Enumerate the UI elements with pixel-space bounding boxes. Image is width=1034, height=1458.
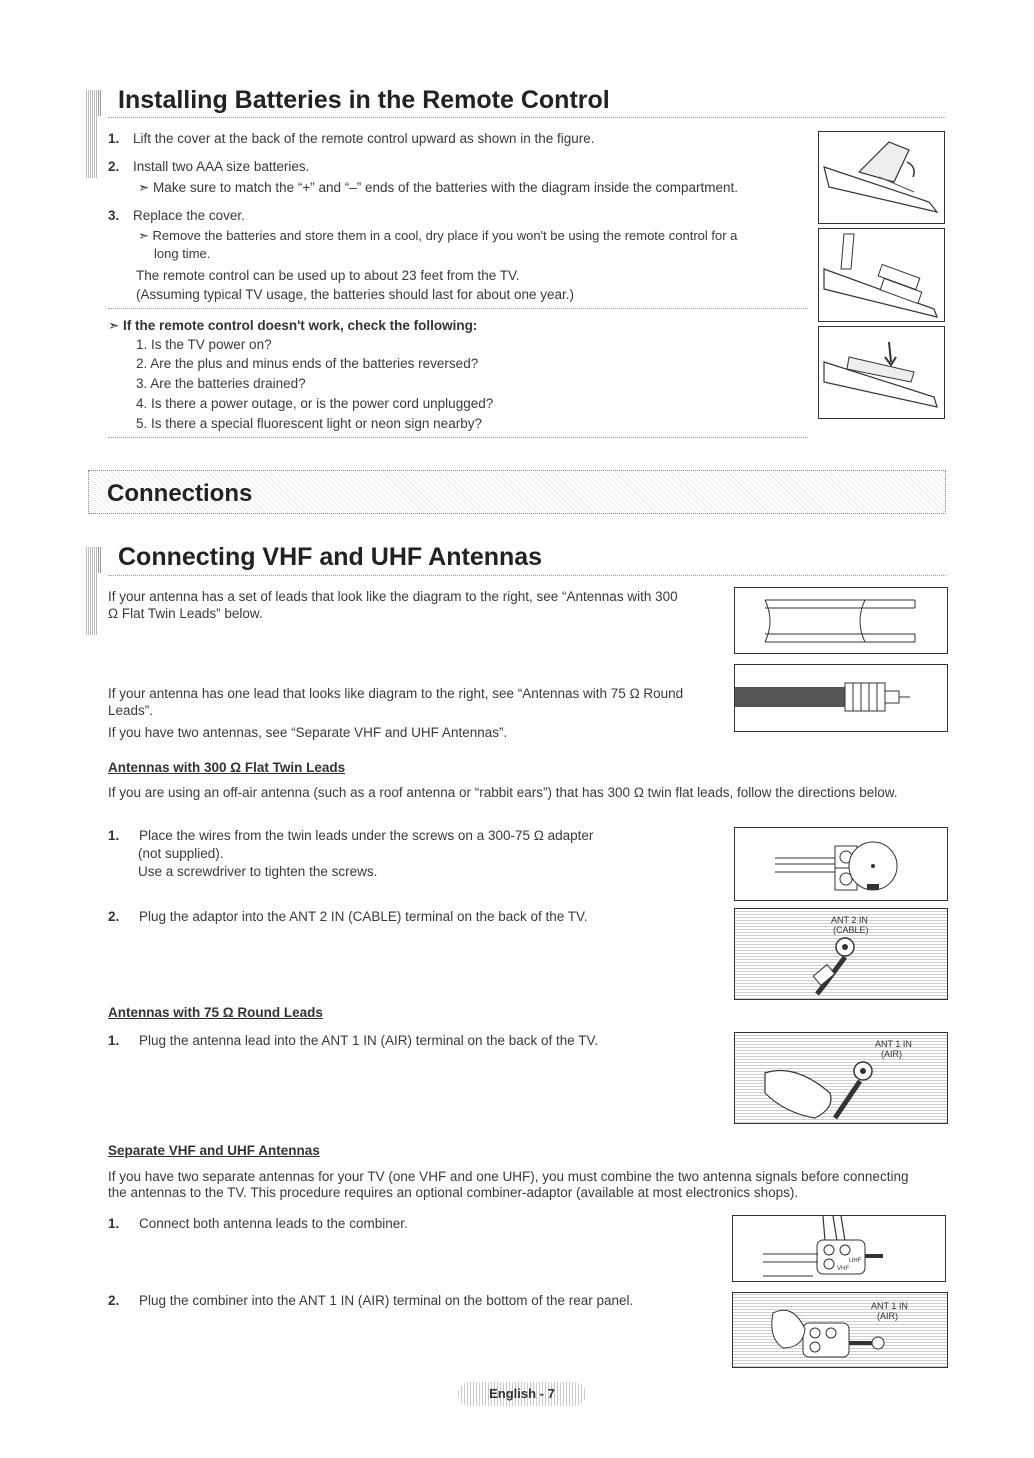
s300-step-1 [108,828,593,844]
ant1-label: ANT 1 IN [871,1301,908,1311]
battery-section-title: Installing Batteries in the Remote Control [118,86,610,114]
s300-desc: If you are using an off-air antenna (such as a roof antenna or “rabbit ears”) that has 300 Ω twin flat leads, follow the directions below. [108,785,898,800]
battery-store-note-2: long time. [154,246,211,261]
s300-step-2 [108,909,588,925]
s300-step-1c: Use a screwdriver to tighten the screws. [138,864,378,879]
ant2-sub-label: (CABLE) [833,925,869,935]
round-lead-figure [734,664,948,732]
step-number: 3. [108,208,120,223]
remote-battery-illustration [819,229,944,321]
section-bar [86,547,97,635]
section-bar-accent [98,547,102,573]
ant1-figure [734,1032,948,1124]
check-item: 3. Are the batteries drained? [136,376,306,391]
connections-title: Connections [107,480,253,507]
remote-cover-illustration [819,132,944,223]
battery-store-note-1: ➣ Remove the batteries and store them in a cool, dry place if you won't be using the remote control for a [138,228,738,243]
battery-step-3 [108,208,245,224]
sep-step-1 [108,1216,408,1232]
s300-title: Antennas with 300 Ω Flat Twin Leads [108,760,346,775]
ant1-sub-label: (AIR) [877,1311,898,1321]
remote-figure-close-cover [818,326,945,419]
battery-range: The remote control can be used up to about 23 feet from the TV. [136,268,520,283]
step-text: Plug the adaptor into the ANT 2 IN (CABLE) terminal on the back of the TV. [139,909,588,924]
antenna-intro-3: If you have two antennas, see “Separate VHF and UHF Antennas”. [108,725,508,740]
step-number: 2. [108,1293,120,1308]
s75-step-1 [108,1033,598,1049]
twin-lead-figure [734,587,948,654]
antenna-section-title: Connecting VHF and UHF Antennas [118,543,543,571]
round-lead-illustration [735,665,947,731]
connections-banner [88,470,946,514]
combiner-ant1-figure [732,1292,948,1368]
antenna-intro-2a: If your antenna has one lead that looks like diagram to the right, see “Antennas with 75 Ω Round [108,686,684,701]
s300-step-1b: (not supplied). [138,846,224,861]
combiner-figure [732,1215,946,1282]
antenna-intro-1a: If your antenna has a set of leads that look like the diagram to the right, see “Antennas with 300 [108,589,678,604]
step-number: 1. [108,1033,120,1048]
battery-step-2 [108,159,309,175]
twin-lead-illustration [735,588,947,653]
check-item: 1. Is the TV power on? [136,337,272,352]
battery-step-1 [108,131,595,147]
page-number-badge: English - 7 [458,1382,586,1406]
step-text: Plug the combiner into the ANT 1 IN (AIR) terminal on the bottom of the rear panel. [139,1293,634,1308]
step-number: 1. [108,1216,120,1231]
step-text: Lift the cover at the back of the remote control upward as shown in the figure. [133,131,595,146]
divider [108,437,808,438]
uhf-label: UHF [849,1258,862,1264]
step-text: Replace the cover. [133,208,245,223]
remote-close-illustration [819,327,944,418]
adapter-illustration [735,828,947,900]
remote-figure-batteries [818,228,945,322]
step-text: Install two AAA size batteries. [133,159,310,174]
step-text: Plug the antenna lead into the ANT 1 IN (AIR) terminal on the back of the TV. [139,1033,599,1048]
sep-desc: If you have two separate antennas for your TV (one VHF and one UHF), you must combine the two antenna signals before connecting the antennas to the TV. This procedure requires an optional combiner-adaptor (available at most electronics shops). [108,1169,909,1200]
remote-figure-open-cover [818,131,945,224]
antenna-intro-1b: Ω Flat Twin Leads” below. [108,606,263,621]
vhf-label: VHF [837,1266,849,1272]
section-bar-accent [98,90,102,116]
antenna-intro-2b: Leads”. [108,703,154,718]
title-divider [108,575,946,576]
step-number: 1. [108,828,120,843]
ant1-sub-label: (AIR) [881,1049,902,1059]
step-number: 2. [108,159,120,174]
divider [108,308,808,309]
check-item: 4. Is there a power outage, or is the power cord unplugged? [136,396,494,411]
section-bar [86,90,97,178]
adapter-figure [734,827,948,901]
step-text: Connect both antenna leads to the combiner. [139,1216,408,1231]
battery-step-2-note: ➣ Make sure to match the “+” and “–” ends of the batteries with the diagram inside the compartment. [138,180,738,195]
battery-assume: (Assuming typical TV usage, the batteries should last for about one year.) [136,287,574,302]
ant2-figure [734,908,948,1000]
s75-title: Antennas with 75 Ω Round Leads [108,1005,323,1020]
ant2-illustration [735,909,947,999]
combiner-ant1-illustration [733,1293,947,1367]
check-title: ➣ If the remote control doesn't work, check the following: [108,318,478,333]
step-text: Place the wires from the twin leads under the screws on a 300-75 Ω adapter [139,828,594,843]
ant1-label: ANT 1 IN [875,1039,912,1049]
step-number: 2. [108,909,120,924]
check-item: 5. Is there a special fluorescent light or neon sign nearby? [136,416,482,431]
title-divider [108,117,946,118]
check-item: 2. Are the plus and minus ends of the batteries reversed? [136,356,479,371]
sep-title: Separate VHF and UHF Antennas [108,1143,320,1158]
ant2-label: ANT 2 IN [831,915,868,925]
sep-step-2 [108,1293,633,1309]
ant1-illustration [735,1033,947,1123]
step-number: 1. [108,131,120,146]
